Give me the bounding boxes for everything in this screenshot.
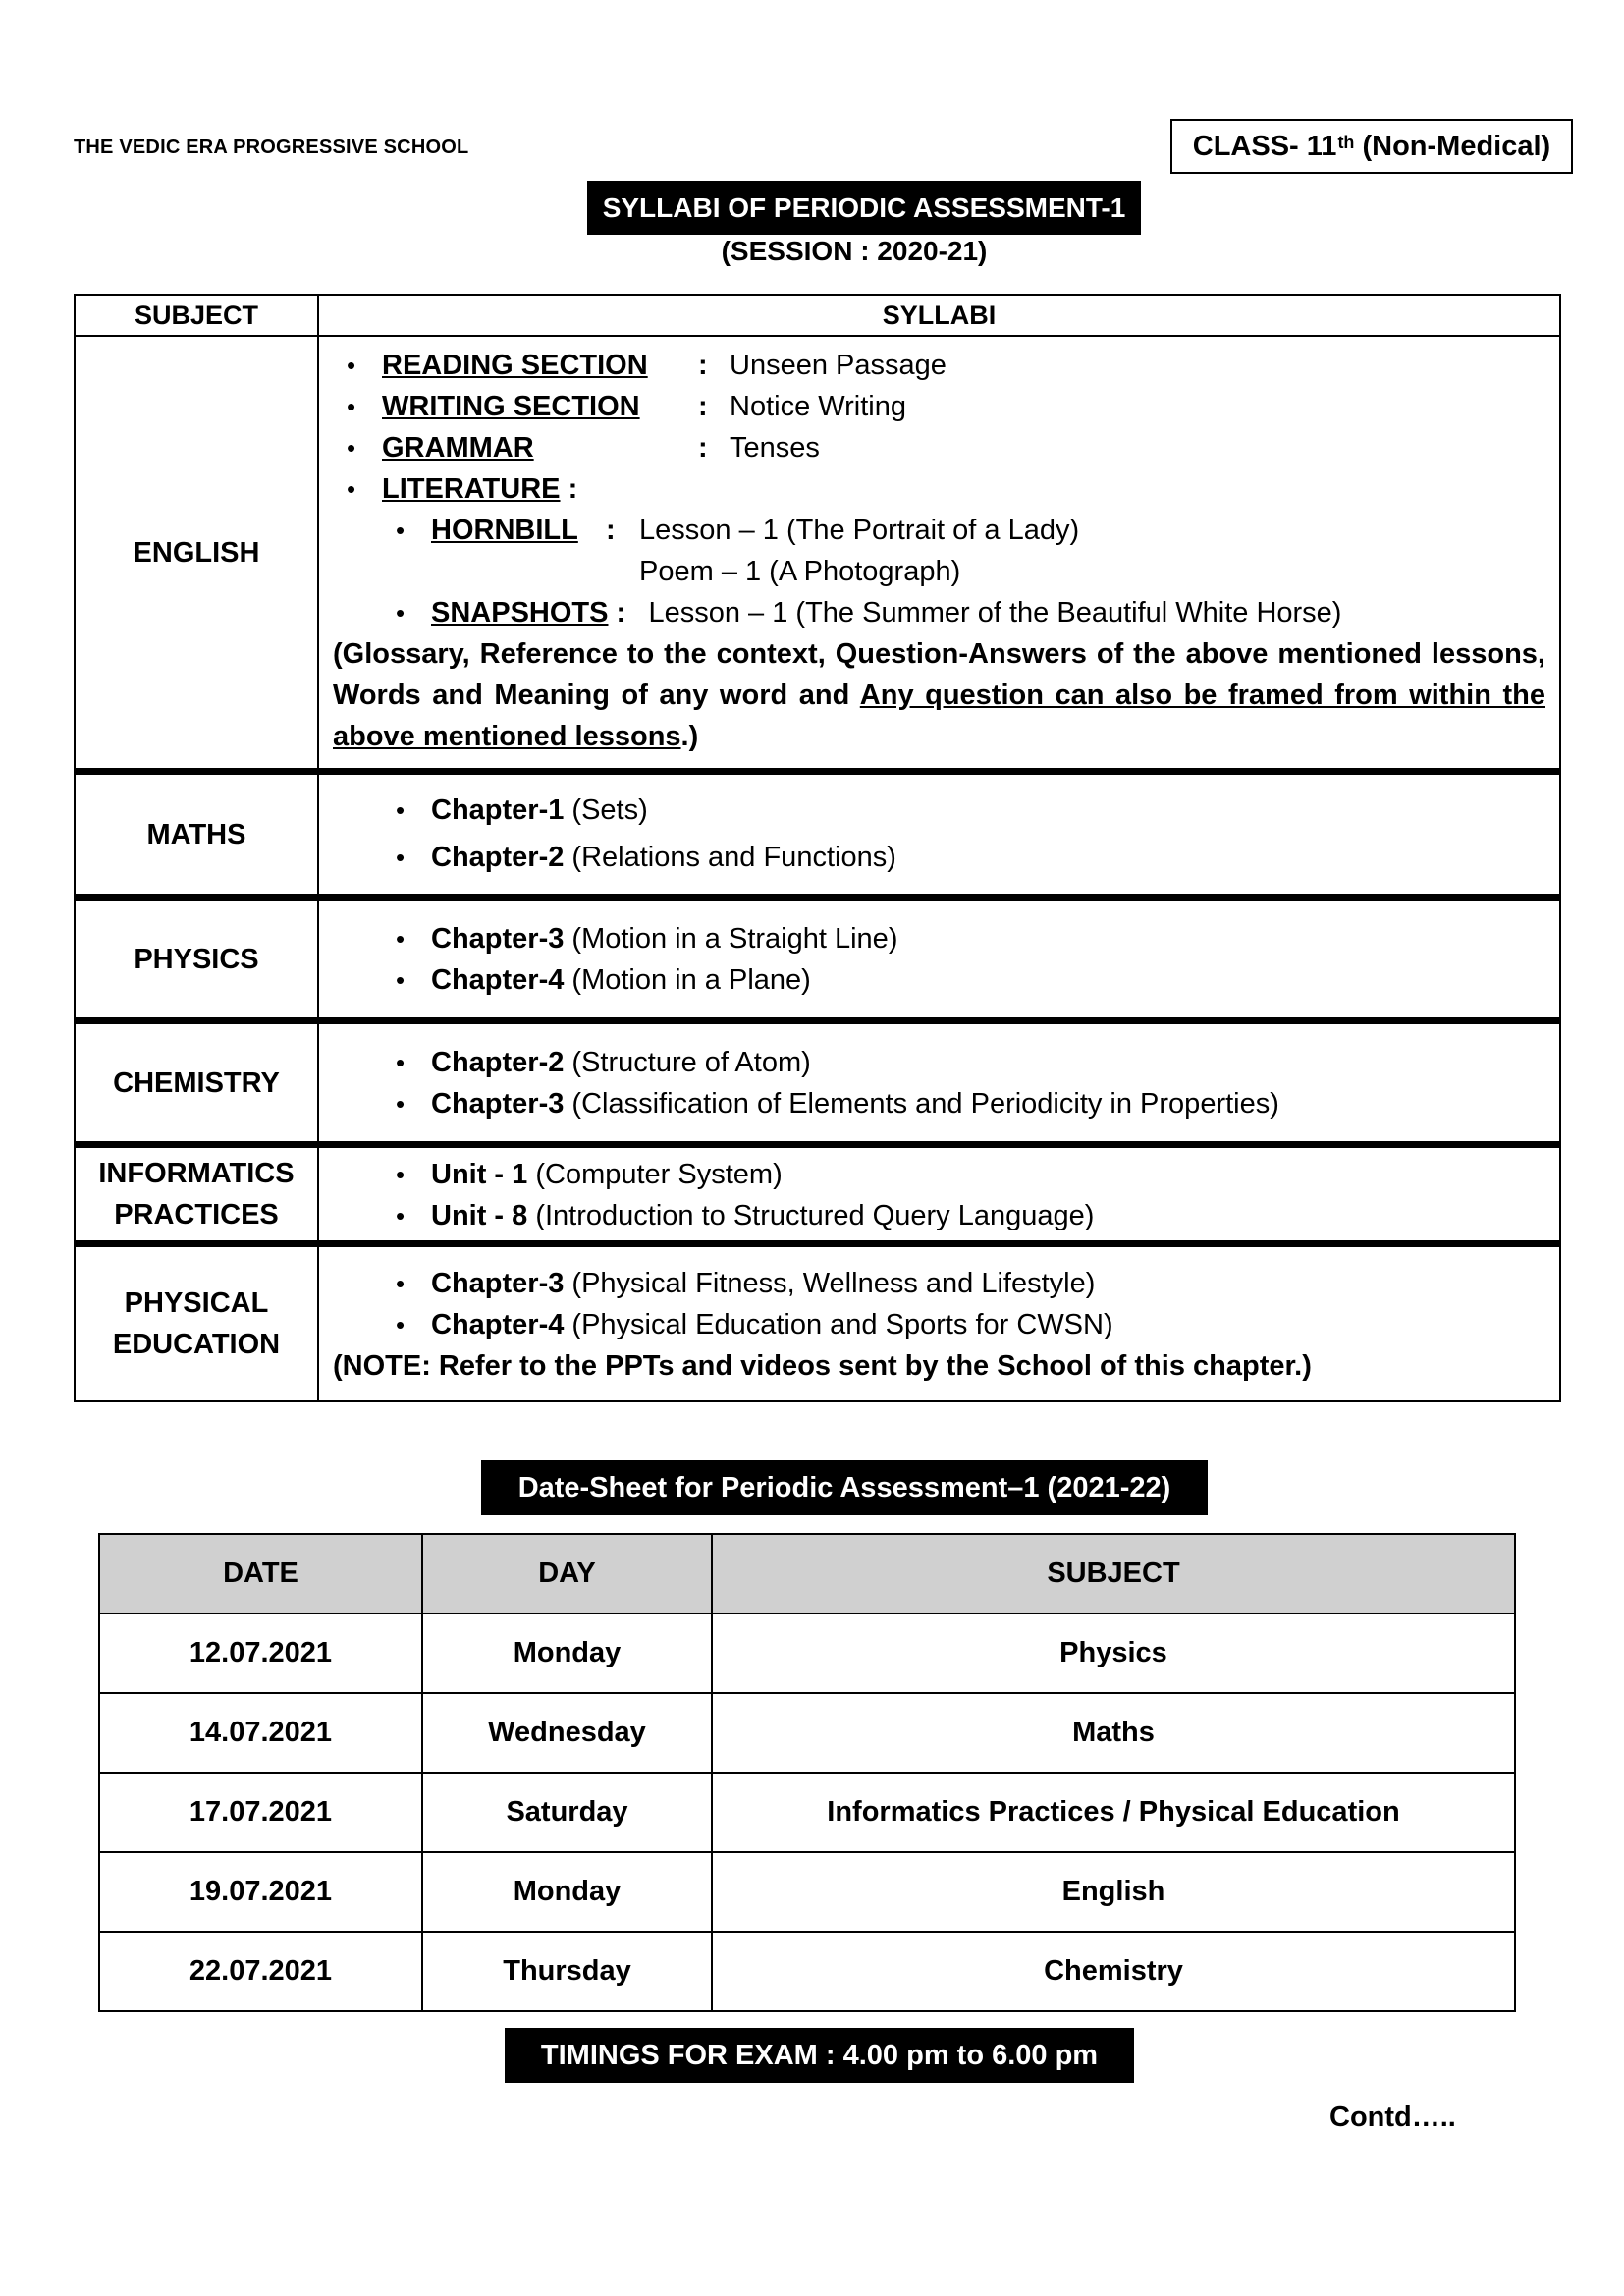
colon: : [606, 515, 616, 546]
class-stream: (Non-Medical) [1354, 130, 1551, 162]
item-label: Unit - 8 [431, 1200, 528, 1231]
subject-line: EDUCATION [112, 1329, 281, 1360]
subject-english: ENGLISH [76, 337, 319, 768]
table-row [99, 1773, 1515, 1852]
item-text: (Sets) [564, 794, 648, 826]
column-header-date: DATE [99, 1534, 422, 1613]
list-item [333, 1263, 1545, 1304]
subject-maths: MATHS [76, 775, 319, 894]
bullet-icon: • [347, 351, 356, 380]
list-item [333, 551, 1545, 592]
ip-syllabus [319, 1148, 1559, 1240]
bullet-icon: • [396, 1201, 406, 1230]
table-row [99, 1932, 1515, 2011]
reading-label: READING SECTION [382, 350, 648, 381]
syllabus-row-chemistry [76, 1017, 1559, 1141]
bullet-icon: • [347, 433, 356, 463]
grammar-value: Tenses [730, 432, 820, 464]
bullet-icon: • [396, 1048, 406, 1077]
class-label [1170, 119, 1573, 174]
colon: : [698, 391, 708, 422]
list-item [333, 510, 1545, 551]
bullet-icon: • [396, 516, 406, 545]
list-item [333, 1304, 1545, 1345]
list-item [333, 468, 1545, 510]
subject-cell: Maths [712, 1693, 1515, 1773]
grammar-label: GRAMMAR [382, 432, 534, 464]
list-item [333, 787, 1545, 834]
english-syllabus [319, 337, 1559, 768]
list-item [333, 1042, 1545, 1083]
item-text: (Structure of Atom) [564, 1047, 811, 1078]
school-name: THE VEDIC ERA PROGRESSIVE SCHOOL [74, 137, 469, 158]
list-item [333, 345, 1545, 386]
english-note-line: (Glossary, Reference to the context, Question-Answers of the above mentioned lessons, [333, 638, 1545, 670]
english-note-line [333, 716, 1545, 757]
bullet-icon: • [396, 1089, 406, 1119]
subject-physical-education [76, 1247, 319, 1400]
continued-label: Contd….. [1329, 2102, 1456, 2133]
exam-timings: TIMINGS FOR EXAM : 4.00 pm to 6.00 pm [505, 2028, 1134, 2083]
syllabus-title: SYLLABI OF PERIODIC ASSESSMENT-1 [587, 181, 1141, 235]
date-cell: 12.07.2021 [99, 1613, 422, 1693]
date-cell: 22.07.2021 [99, 1932, 422, 2011]
subject-line: INFORMATICS [98, 1158, 295, 1189]
list-item [333, 427, 1545, 468]
snapshots-label: SNAPSHOTS [431, 597, 609, 629]
subject-physics: PHYSICS [76, 901, 319, 1017]
subject-line: PRACTICES [114, 1199, 279, 1230]
bullet-icon: • [347, 392, 356, 421]
datesheet-table [98, 1533, 1516, 2012]
class-prefix: CLASS- 11 [1192, 130, 1337, 162]
pe-note: (NOTE: Refer to the PPTs and videos sent by the School of this chapter.) [333, 1350, 1312, 1382]
class-superscript: th [1337, 132, 1355, 152]
subject-cell: English [712, 1852, 1515, 1932]
item-label: Unit - 1 [431, 1159, 528, 1190]
day-cell: Saturday [422, 1773, 712, 1852]
hornbill-lesson: Lesson – 1 (The Portrait of a Lady) [639, 515, 1080, 546]
colon: : [698, 432, 708, 464]
item-label: Chapter-2 [431, 842, 565, 873]
day-cell: Wednesday [422, 1693, 712, 1773]
item-label: Chapter-3 [431, 1088, 565, 1120]
syllabus-row-physical-education [76, 1240, 1559, 1400]
item-text: (Motion in a Plane) [564, 964, 811, 996]
english-note-line [333, 675, 1545, 716]
syllabus-row-physics [76, 894, 1559, 1017]
item-label: Chapter-4 [431, 1309, 565, 1340]
syllabus-row-english [76, 335, 1559, 768]
syllabus-table [74, 294, 1561, 1402]
column-header-subject: SUBJECT [76, 296, 319, 335]
column-header-syllabi: SYLLABI [882, 301, 997, 330]
hornbill-poem: Poem – 1 (A Photograph) [639, 556, 961, 587]
english-note-end: .) [680, 721, 699, 752]
bullet-icon: • [396, 1269, 406, 1298]
item-label: Chapter-2 [431, 1047, 565, 1078]
literature-label: LITERATURE [382, 473, 561, 505]
item-text: (Physical Fitness, Wellness and Lifestyle) [564, 1268, 1096, 1299]
item-text: (Relations and Functions) [564, 842, 896, 873]
syllabus-row-maths [76, 768, 1559, 894]
bullet-icon: • [396, 924, 406, 954]
date-cell: 14.07.2021 [99, 1693, 422, 1773]
bullet-icon: • [396, 1310, 406, 1339]
subject-line: PHYSICAL [124, 1287, 269, 1319]
datesheet-title: Date-Sheet for Periodic Assessment–1 (2021-22) [481, 1460, 1208, 1515]
chemistry-syllabus [319, 1024, 1559, 1141]
list-item [333, 386, 1545, 427]
date-cell: 17.07.2021 [99, 1773, 422, 1852]
list-item [333, 1195, 1545, 1236]
snapshots-colon: : [608, 597, 626, 629]
subject-cell: Informatics Practices / Physical Education [712, 1773, 1515, 1852]
reading-value: Unseen Passage [730, 350, 947, 381]
item-text: (Physical Education and Sports for CWSN) [564, 1309, 1113, 1340]
syllabus-row-informatics-practices [76, 1141, 1559, 1240]
bullet-icon: • [396, 795, 406, 825]
list-item [333, 1083, 1545, 1124]
english-note-part: Words and Meaning of any word and [333, 680, 860, 711]
list-item [333, 918, 1545, 959]
table-row [99, 1852, 1515, 1932]
maths-syllabus [319, 775, 1559, 894]
subject-cell: Physics [712, 1613, 1515, 1693]
item-text: (Computer System) [527, 1159, 783, 1190]
bullet-icon: • [347, 474, 356, 504]
session-label: (SESSION : 2020-21) [721, 236, 988, 266]
colon: : [698, 350, 708, 381]
item-text: (Motion in a Straight Line) [564, 923, 898, 955]
list-item [333, 592, 1545, 633]
item-label: Chapter-1 [431, 794, 565, 826]
english-note-underlined: above mentioned lessons [333, 721, 681, 752]
bullet-icon: • [396, 1160, 406, 1189]
item-label: Chapter-3 [431, 1268, 565, 1299]
date-cell: 19.07.2021 [99, 1852, 422, 1932]
table-row [99, 1613, 1515, 1693]
list-item [333, 959, 1545, 1001]
column-header-subject: SUBJECT [712, 1534, 1515, 1613]
item-text: (Classification of Elements and Periodicity in Properties) [564, 1088, 1279, 1120]
list-item [333, 834, 1545, 881]
item-text: (Introduction to Structured Query Language) [527, 1200, 1095, 1231]
syllabus-header-row [76, 296, 1559, 335]
english-note-underlined: Any question can also be framed from within the [859, 680, 1545, 711]
bullet-icon: • [396, 965, 406, 995]
item-label: Chapter-3 [431, 923, 565, 955]
day-cell: Monday [422, 1852, 712, 1932]
literature-colon: : [560, 473, 578, 505]
physics-syllabus [319, 901, 1559, 1017]
datesheet-header-row [99, 1534, 1515, 1613]
table-row [99, 1693, 1515, 1773]
writing-label: WRITING SECTION [382, 391, 640, 422]
subject-informatics-practices [76, 1148, 319, 1240]
list-item [333, 1154, 1545, 1195]
subject-chemistry: CHEMISTRY [76, 1024, 319, 1141]
bullet-icon: • [396, 843, 406, 872]
column-header-day: DAY [422, 1534, 712, 1613]
day-cell: Thursday [422, 1932, 712, 2011]
pe-syllabus [319, 1247, 1559, 1400]
hornbill-label: HORNBILL [431, 515, 578, 546]
writing-value: Notice Writing [730, 391, 906, 422]
snapshots-value: Lesson – 1 (The Summer of the Beautiful White Horse) [648, 597, 1342, 629]
bullet-icon: • [396, 598, 406, 628]
subject-cell: Chemistry [712, 1932, 1515, 2011]
item-label: Chapter-4 [431, 964, 565, 996]
day-cell: Monday [422, 1613, 712, 1693]
